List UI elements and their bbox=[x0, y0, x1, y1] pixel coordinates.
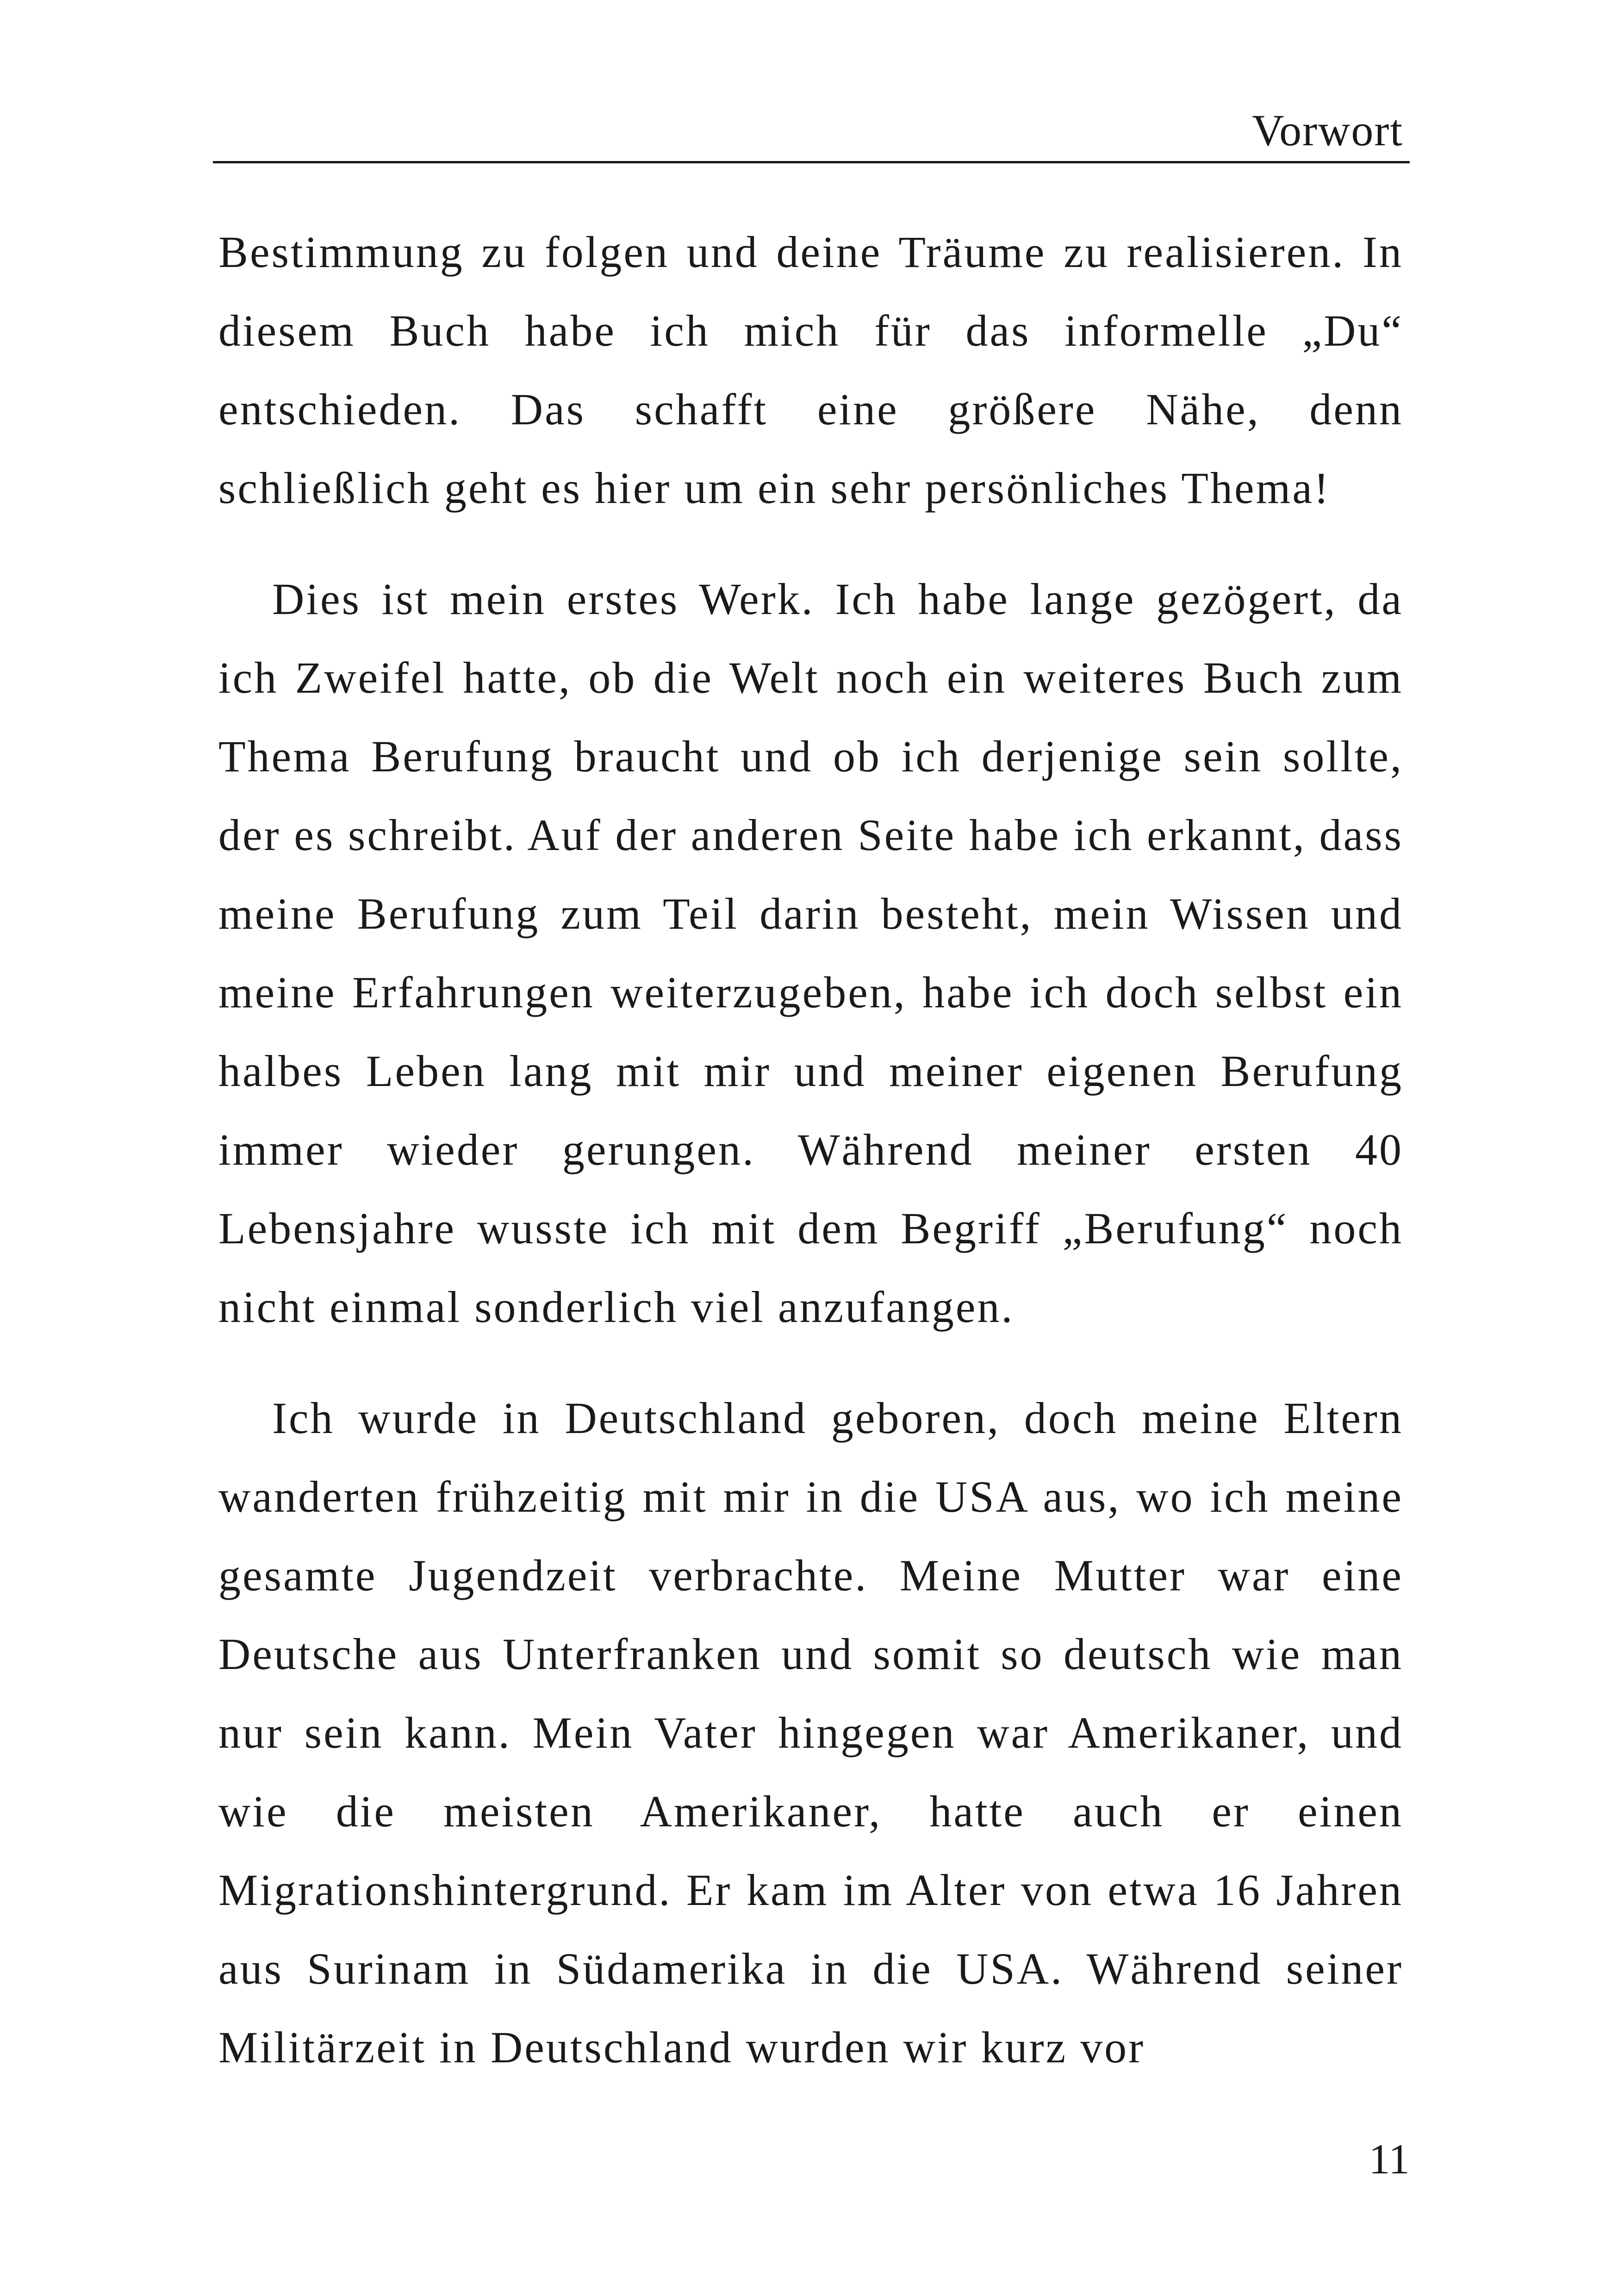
page-number: 11 bbox=[1369, 2135, 1410, 2183]
chapter-title: Vorwort bbox=[1252, 105, 1403, 155]
paragraph: Dies ist mein erstes Werk. Ich habe lange gezögert, da ich Zweifel hatte, ob die Welt noch ein weiteres Buch zum Thema Berufung braucht und ob ich derjenige sein sollte, der es schreibt. Auf der anderen Seite habe ich erkannt, dass meine Berufung zum Teil darin besteht, mein Wissen und meine Erfahrungen weiterzugeben, habe ich doch selbst ein halbes Leben lang mit mir und meiner eigenen Berufung immer wieder gerungen. Während meiner ersten 40 Lebensjahre wusste ich mit dem Begriff „Berufung“ noch nicht einmal sonderlich viel anzufangen. bbox=[218, 574, 1403, 1332]
running-header bbox=[213, 105, 1410, 163]
paragraph-continued: Bestimmung zu folgen und deine Träume zu realisieren. In diesem Buch habe ich mich für das informelle „Du“ entschieden. Das schafft eine größere Nähe, denn schließlich geht es hier um ein sehr persönliches Thema! bbox=[218, 227, 1403, 513]
body-text bbox=[218, 213, 1403, 2087]
paragraph: Ich wurde in Deutschland geboren, doch meine Eltern wanderten frühzeitig mit mir in die USA aus, wo ich meine gesamte Jugendzeit verbrachte. Meine Mutter war eine Deutsche aus Unterfranken und somit so deutsch wie man nur sein kann. Mein Vater hingegen war Amerikaner, und wie die meisten Amerikaner, hatte auch er einen Migrationshintergrund. Er kam im Alter von etwa 16 Jahren aus Surinam in Südamerika in die USA. Während seiner Militärzeit in Deutschland wurden wir kurz vor bbox=[218, 1393, 1403, 2072]
